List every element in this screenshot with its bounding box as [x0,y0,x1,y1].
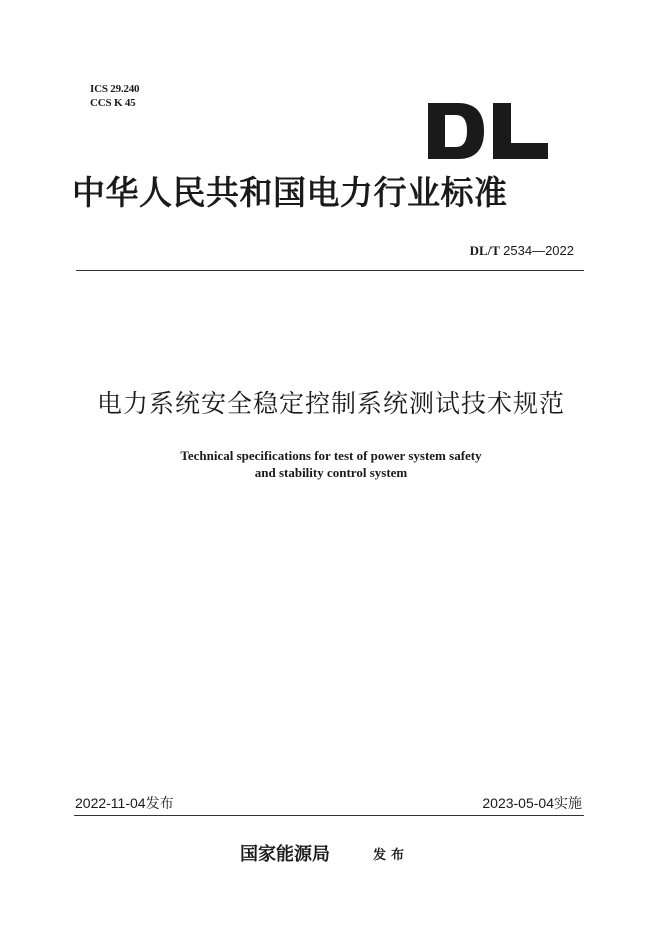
ccs-code: CCS K 45 [90,97,136,109]
standard-category: 中华人民共和国电力行业标准 [72,173,508,212]
standard-number-prefix: DL/T [469,243,500,258]
publisher-name: 国家能源局 [240,844,330,865]
standard-number-value: 2534—2022 [503,243,574,258]
title-english-line-2: and stability control system [254,465,408,480]
standard-number [470,243,574,259]
publish-label: 发布 [373,848,410,863]
ics-code: ICS 29.240 [90,83,140,95]
top-divider [76,270,584,271]
title-english-line-1: Technical specifications for test of power system safety [180,448,482,463]
implementation-date: 2023-05-04实施 [482,795,582,811]
dl-logo-icon [428,103,548,159]
classification-codes [90,82,139,110]
title-chinese: 电力系统安全稳定控制系统测试技术规范 [96,389,565,418]
issue-date: 2022-11-04发布 [75,795,174,811]
title-english [0,447,662,481]
bottom-divider [74,815,584,816]
